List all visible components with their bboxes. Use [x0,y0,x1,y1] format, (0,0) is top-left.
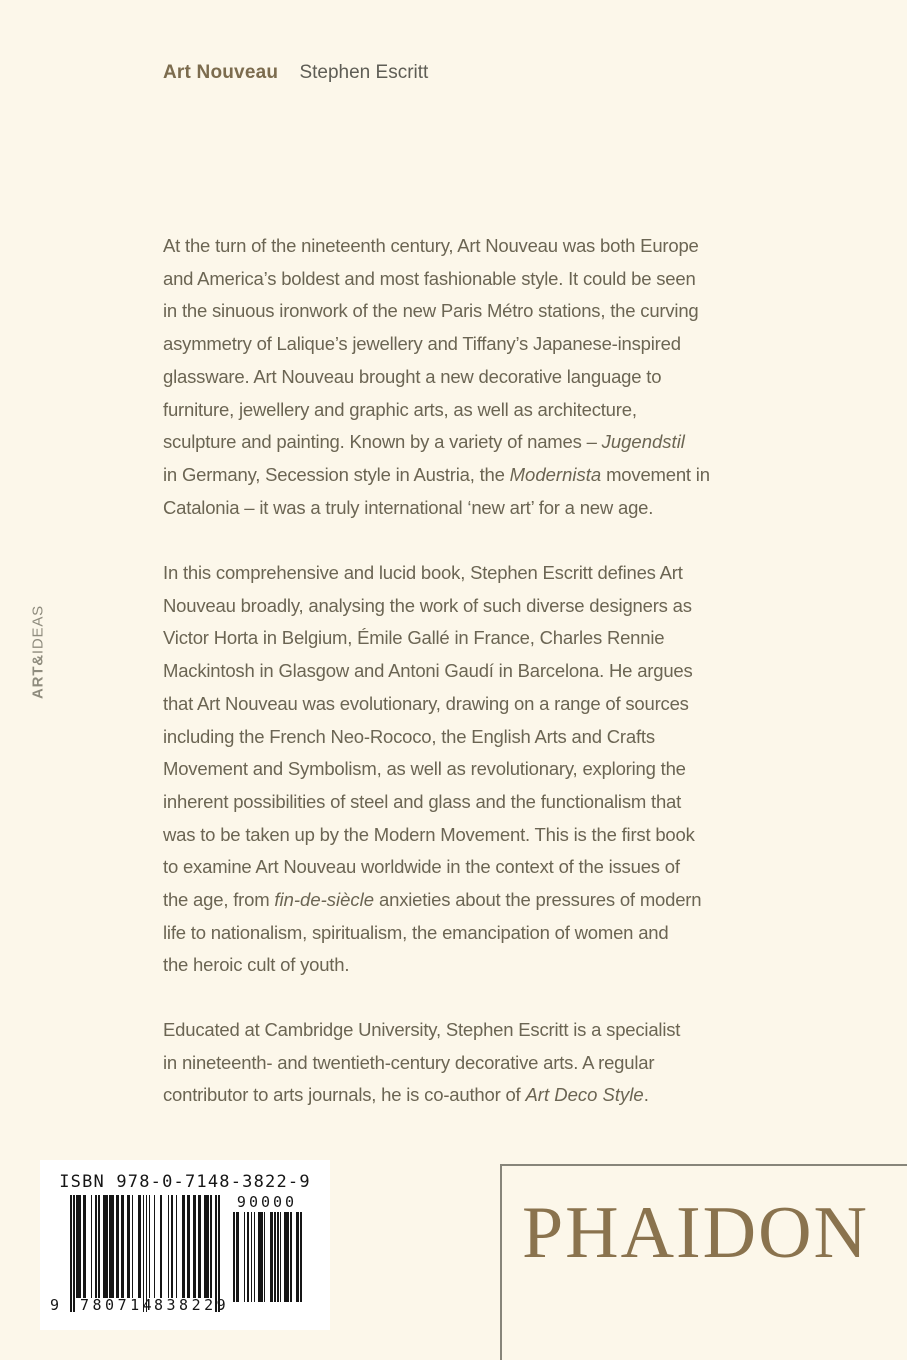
text-line [163,557,701,590]
text-line [163,851,701,884]
text-run: furniture, jewellery and graphic arts, as well as architecture, [163,398,637,420]
text-run: and America’s boldest and most fashionable style. It could be seen [163,267,696,289]
header [163,62,428,84]
text-run: Mackintosh in Glasgow and Antoni Gaudí in Barcelona. He argues [163,660,693,682]
text-line [163,819,701,852]
text-run: anxieties about the pressures of modern [374,889,702,911]
barcode-digit-prefix: 9 [50,1296,60,1314]
series-label [30,605,47,699]
publisher-box [500,1164,907,1360]
text-line [163,263,710,296]
text-line [163,328,710,361]
barcode-bar [300,1212,301,1302]
text-run: sculpture and painting. Known by a variety of names – [163,431,602,453]
text-run: was to be taken up by the Modern Movement. This is the first book [163,823,695,845]
text-run: glassware. Art Nouveau brought a new decorative language to [163,365,662,387]
text-run: in the sinuous ironwork of the new Paris Métro stations, the curving [163,300,699,322]
barcode-digits [40,1296,330,1316]
synopsis-paragraph-1 [163,230,710,524]
text-line [163,459,710,492]
author-bio-paragraph [163,1014,680,1112]
text-run: At the turn of the nineteenth century, Art Nouveau was both Europe [163,235,699,256]
text-run: Movement and Symbolism, as well as revolutionary, exploring the [163,758,686,780]
text-line [163,1047,680,1080]
text-line [163,622,701,655]
book-author: Stephen Escritt [299,62,429,83]
text-run: the age, from [163,889,275,911]
text-run: IDEAS [29,605,47,655]
text-run: in Germany, Secession style in Austria, the [163,463,510,485]
text-run: Jugendstil [601,431,685,453]
text-run: . [643,1084,649,1106]
text-run: contributor to arts journals, he is co-author of [163,1084,526,1106]
text-run: including the French Neo-Rococo, the English Arts and Crafts [163,725,655,747]
text-line [163,688,701,721]
supplement-barcode [232,1212,302,1302]
text-line [163,590,701,623]
barcode-digit-group2: 838229 [154,1296,230,1314]
text-run: Art Deco Style [525,1084,644,1106]
text-run: ART& [29,654,47,699]
text-line [163,230,710,263]
text-line [163,753,701,786]
text-run: In this comprehensive and lucid book, Stephen Escritt defines Art [163,562,683,583]
text-run: inherent possibilities of steel and glass and the functionalism that [163,790,682,812]
text-line [163,949,701,982]
synopsis-paragraph-2 [163,557,701,982]
barcode-bar [218,1195,220,1312]
text-run: Victor Horta in Belgium, Émile Gallé in France, Charles Rennie [163,627,665,649]
text-run: life to nationalism, spiritualism, the emancipation of women and [163,921,669,943]
text-run: that Art Nouveau was evolutionary, drawing on a range of sources [163,692,689,714]
text-run: Catalonia – it was a truly international ‘new art’ for a new age. [163,496,654,518]
publisher-logo: PHAIDON [522,1192,869,1274]
text-line [163,426,710,459]
text-run: in nineteenth- and twentieth-century decorative arts. A regular [163,1051,655,1073]
text-run: fin-de-siècle [274,889,375,911]
text-line [163,492,710,525]
text-line [163,884,701,917]
book-title: Art Nouveau [163,62,279,83]
text-line [163,295,710,328]
text-run: Modernista [509,463,602,485]
text-run: the heroic cult of youth. [163,954,350,976]
text-run: Educated at Cambridge University, Stephen Escritt is a specialist [163,1019,681,1040]
isbn-label: ISBN 978-0-7148-3822-9 [59,1172,311,1192]
text-line [163,361,710,394]
supplement-code: 90000 [236,1193,298,1211]
text-line [163,917,701,950]
text-line [163,721,701,754]
text-run: movement in [601,463,710,485]
text-run: to examine Art Nouveau worldwide in the context of the issues of [163,856,680,878]
text-line [163,1079,680,1112]
text-line [163,1014,680,1047]
text-line [163,655,701,688]
text-run: asymmetry of Lalique’s jewellery and Tiffany’s Japanese-inspired [163,333,681,355]
barcode-panel [40,1160,330,1330]
text-run: Nouveau broadly, analysing the work of such diverse designers as [163,594,692,616]
text-line [163,786,701,819]
barcode-digit-group1: 780714 [80,1296,156,1314]
text-line [163,394,710,427]
